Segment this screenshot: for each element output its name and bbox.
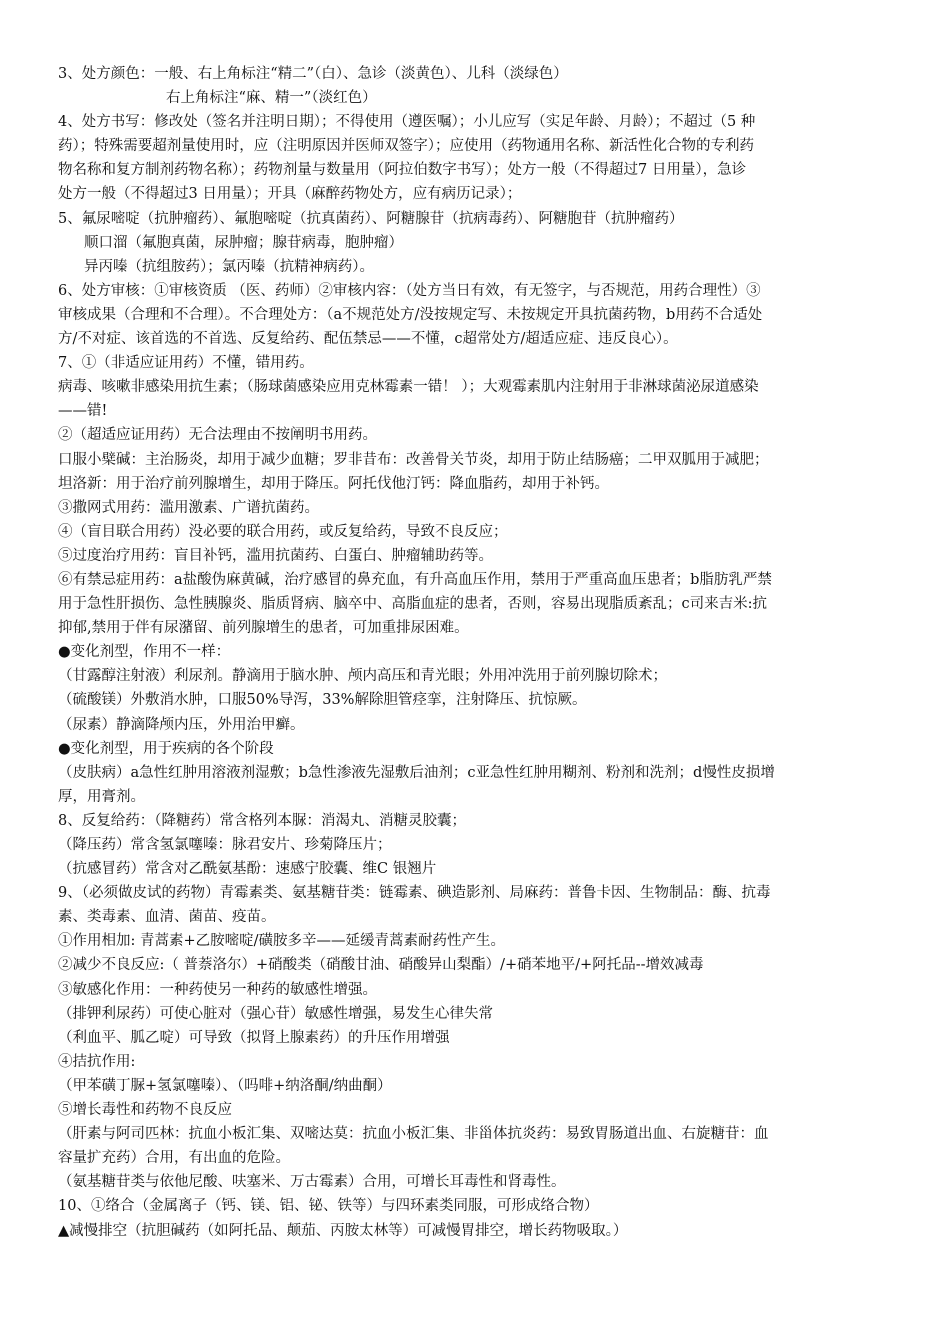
text-line: 审核成果（合理和不合理）。不合理处方：（a不规范处方/没按规定写、未按规定开具抗菌药物，b用药不合适处 xyxy=(58,306,763,323)
text-line: （氨基糖苷类与依他尼酸、呋塞米、万古霉素）合用，可增长耳毒性和肾毒性。 xyxy=(58,1174,566,1191)
text-line: 顺口溜（氟胞真菌，尿肿瘤；腺苷病毒，胞肿瘤） xyxy=(84,234,403,251)
text-line: （降压药）常含氢氯噻嗪：脉君安片、珍菊降压片； xyxy=(58,837,392,853)
text-line: ⑤过度治疗用药：盲目补钙，滥用抗菌药、白蛋白、肿瘤辅助药等。 xyxy=(58,547,493,564)
text-line: ——错! xyxy=(58,403,108,420)
text-line: 6、处方审核：①审核资质 （医、药师）②审核内容：（处方当日有效，有无签字，与否规范，用药合理性）③ xyxy=(58,282,761,299)
text-line: 3、处方颜色：一般、右上角标注“精二”（白）、急诊（淡黄色）、儿科（淡绿色） xyxy=(58,66,568,82)
text-line: （尿素）静滴降颅内压，外用治甲癣。 xyxy=(58,716,305,733)
text-line: （肝素与阿司匹林：抗血小板汇集、双嘧达莫：抗血小板汇集、非甾体抗炎药：易致胃肠道出血、右旋糖苷：血 xyxy=(58,1126,769,1143)
text-line: 右上角标注“麻、精一”（淡红色） xyxy=(166,90,377,107)
text-line: 物名称和复方制剂药物名称）；药物剂量与数量用（阿拉伯数字书写）；处方一般（不得超过7 日用量），急诊 xyxy=(58,162,747,179)
text-line: （抗感冒药）常含对乙酰氨基酚：速感宁胶囊、维C 银翘片 xyxy=(58,861,437,878)
text-line: 抑郁,禁用于伴有尿潴留、前列腺增生的患者，可加重排尿困难。 xyxy=(58,620,469,637)
text-line: 10、①络合（金属离子（钙、镁、铝、铋、铁等）与四环素类同服，可形成络合物） xyxy=(58,1198,599,1215)
text-line: 5、氟尿嘧啶（抗肿瘤药）、氟胞嘧啶（抗真菌药）、阿糖腺苷（抗病毒药）、阿糖胞苷（抗肿瘤药） xyxy=(58,210,684,227)
text-line: ⑥有禁忌症用药：a盐酸伪麻黄碱，治疗感冒的鼻充血，有升高血压作用，禁用于严重高血压患者；b脂肪乳严禁 xyxy=(58,571,772,588)
text-line: ③撒网式用药：滥用激素、广谱抗菌药。 xyxy=(58,499,319,516)
text-line: ▲减慢排空（抗胆碱药（如阿托品、颠茄、丙胺太林等）可减慢胃排空，增长药物吸取。） xyxy=(58,1222,628,1239)
text-line: 方/不对症、该首选的不首选、反复给药、配伍禁忌——不懂，c超常处方/超适应症、违反良心）。 xyxy=(58,331,678,348)
text-line: （甘露醇注射液）利尿剂。静滴用于脑水肿、颅内高压和青光眼；外用冲洗用于前列腺切除术； xyxy=(58,668,667,685)
text-line: ②（超适应证用药）无合法理由不按阐明书用药。 xyxy=(58,427,377,444)
text-line: 坦洛新：用于治疗前列腺增生，却用于降压。阿托伐他汀钙：降血脂药，却用于补钙。 xyxy=(58,475,609,492)
text-line: 容量扩充药）合用，有出血的危险。 xyxy=(58,1150,290,1167)
text-line: 9、（必须做皮试的药物）青霉素类、氨基糖苷类：链霉素、碘造影剂、局麻药：普鲁卡因、生物制品：酶、抗毒 xyxy=(58,885,771,902)
text-line: 病毒、咳嗽非感染用抗生素；（肠球菌感染应用克林霉素一错！ ）；大观霉素肌内注射用于非淋球菌泌尿道感染 xyxy=(58,379,759,396)
document-page xyxy=(58,62,890,1243)
text-line: 8、反复给药：（降糖药）常含格列本脲：消渴丸、消糖灵胶囊； xyxy=(58,812,466,829)
text-line: 药）；特殊需要超剂量使用时，应（注明原因并医师双签字）；应使用（药物通用名称、新活性化合物的专利药 xyxy=(58,138,754,155)
text-line: （硫酸镁）外敷消水肿，口服50%导泻，33%解除胆管痉挛，注射降压、抗惊厥。 xyxy=(58,692,587,709)
text-line: ④拮抗作用: xyxy=(58,1053,136,1070)
text-line: ②减少不良反应:（ 普萘洛尔）+硝酸类（硝酸甘油、硝酸异山梨酯）/+硝苯地平/+阿托品--增效减毒 xyxy=(58,957,704,974)
text-line: ⑤增长毒性和药物不良反应 xyxy=(58,1102,232,1119)
text-line: ①作用相加: 青蒿素+乙胺嘧啶/磺胺多辛——延缓青蒿素耐药性产生。 xyxy=(58,933,506,950)
text-line: 7、①（非适应证用药）不懂，错用药。 xyxy=(58,355,314,372)
text-line: （排钾利尿药）可使心脏对（强心苷）敏感性增强，易发生心律失常 xyxy=(58,1005,493,1022)
text-line: （皮肤病）a急性红肿用溶液剂湿敷；b急性渗液先湿敷后油剂；c亚急性红肿用糊剂、粉剂和洗剂；d慢性皮损增 xyxy=(58,764,775,781)
text-line: 素、类毒素、血清、菌苗、疫苗。 xyxy=(58,909,276,926)
text-line: 异丙嗪（抗组胺药）；氯丙嗪（抗精神病药）。 xyxy=(84,258,374,275)
text-line: ●变化剂型，用于疾病的各个阶段 xyxy=(58,740,274,757)
text-line: 口服小檗碱：主治肠炎，却用于减少血糖；罗非昔布：改善骨关节炎，却用于防止结肠癌；二甲双胍用于减肥； xyxy=(58,451,769,468)
text-line: 4、处方书写：修改处（签名并注明日期）；不得使用（遵医嘱）；小儿应写（实足年龄、月龄）；不超过（5 种 xyxy=(58,114,756,131)
text-line: 用于急性肝损伤、急性胰腺炎、脂质肾病、脑卒中、高脂血症的患者，否则，容易出现脂质紊乱；c司来吉米:抗 xyxy=(58,596,768,613)
text-line: ●变化剂型，作用不一样： xyxy=(58,644,231,661)
text-line: （甲苯磺丁脲+氢氯噻嗪）、（吗啡+纳洛酮/纳曲酮） xyxy=(58,1077,392,1094)
text-line: （利血平、胍乙啶）可导致（拟肾上腺素药）的升压作用增强 xyxy=(58,1029,450,1046)
text-line: ③敏感化作用：一种药使另一种药的敏感性增强。 xyxy=(58,981,377,998)
text-line: 厚，用膏剂。 xyxy=(58,788,145,805)
text-line: ④（盲目联合用药）没必要的联合用药，或反复给药，导致不良反应； xyxy=(58,523,508,540)
text-line: 处方一般（不得超过3 日用量）；开具（麻醉药物处方，应有病历记录）； xyxy=(58,186,522,203)
